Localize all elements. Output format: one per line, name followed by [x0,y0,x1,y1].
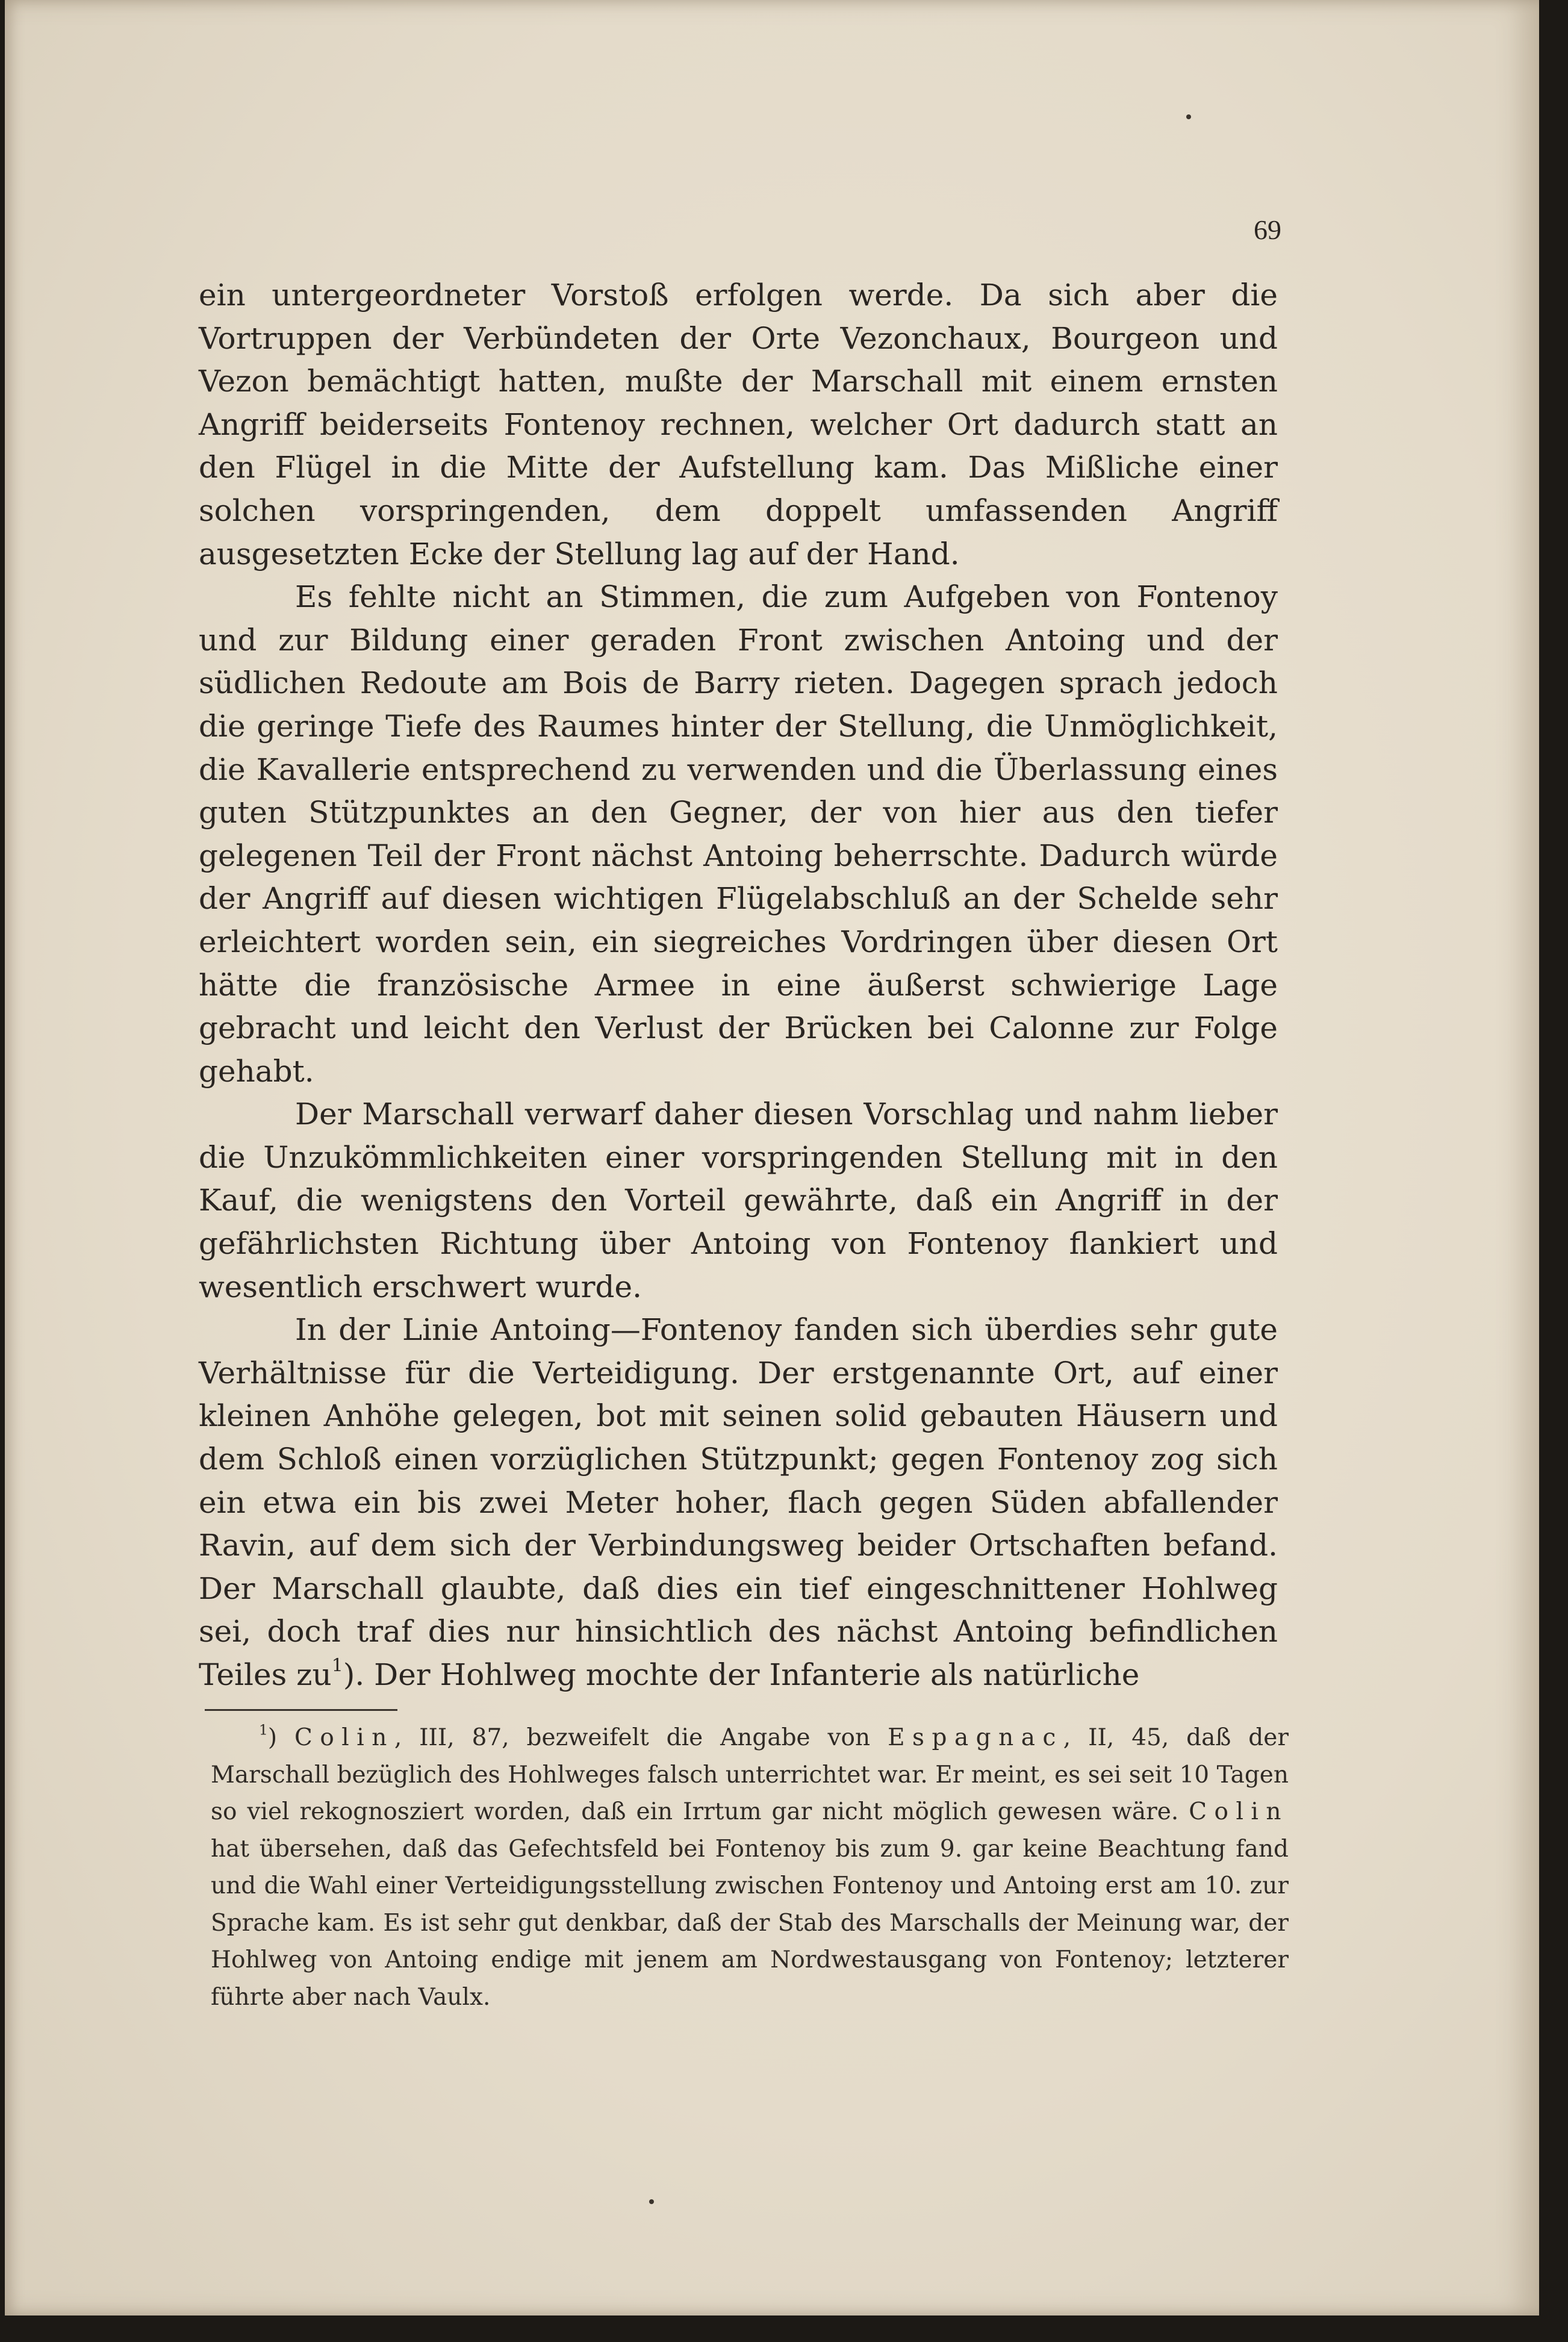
paper-speck [649,2199,654,2204]
paragraph: Der Marschall verwarf daher diesen Vorschlag und nahm lieber die Unzukömmlichkeiten einer vorspringenden Stellung mit in den Kauf, die wenigstens den Vorteil gewährte, daß ein Angriff in der gefährlichsten Richtung über Antoing von Fontenoy flankiert und wesentlich erschwert wurde. [199,1097,1278,1304]
footnote-text: , III, 87, bezweifelt die Angabe von [394,1724,888,1751]
footnote-text: hat übersehen, daß das Gefechtsfeld bei Fontenoy bis zum 9. gar keine Beachtung fand und die Wahl einer Verteidigungsstellung zwischen Fontenoy und Antoing erst am 10. zur Sprache kam. Es ist sehr gut denkbar, daß der Stab des Marschalls der Meinung war, der Hohlweg von Antoing endige mit jenem am Nordwestausgang von Fontenoy; letzterer führte aber nach Vaulx. [211,1835,1289,2011]
footnote-reference: 1 [331,1655,343,1677]
author-name: Colin [1189,1798,1289,1825]
page-number: 69 [1254,214,1281,245]
footnote [211,1719,1289,2016]
paragraph [199,1309,1278,1696]
paragraph-text: ). Der Hohlweg mochte der Infanterie als natürliche [343,1657,1140,1692]
main-text [199,274,1278,1697]
footnote-marker-suffix: ) [267,1724,278,1751]
paragraph: ein untergeordneter Vorstoß erfolgen werde. Da sich aber die Vortruppen der Verbündeten der Orte Vezonchaux, Bourgeon und Vezon bemächtigt hatten, mußte der Marschall mit einem ernsten Angriff beiderseits Fontenoy rechnen, welcher Ort dadurch statt an den Flügel in die Mitte der Aufstellung kam. Das Mißliche einer solchen vorspringenden, dem doppelt umfassenden Angriff ausgesetzten Ecke der Stellung lag auf der Hand. [199,278,1278,571]
paper-speck [1186,114,1191,119]
paragraph-text: In der Linie Antoing—Fontenoy fanden sich überdies sehr gute Verhältnisse für die Verteidigung. Der erstgenannte Ort, auf einer kleinen Anhöhe gelegen, bot mit seinen solid gebauten Häusern und dem Schloß einen vorzüglichen Stützpunkt; gegen Fontenoy zog sich ein etwa ein bis zwei Meter hoher, flach gegen Süden abfallender Ravin, auf dem sich der Verbindungsweg beider Ortschaften befand. Der Marschall glaubte, daß dies ein tief eingeschnittener Hohlweg sei, doch traf dies nur hinsichtlich des nächst Antoing befindlichen Teiles zu [199,1312,1278,1692]
author-name: Colin [294,1724,394,1751]
author-name: Espagnac [888,1724,1063,1751]
footnote-marker: 1 [259,1721,268,1739]
footnote-text: , II, 45, daß der Marschall bezüglich des Hohlweges falsch unterrichtet war. Er meint, es sei seit 10 Tagen so viel rekognosziert worden, daß ein Irrtum gar nicht möglich gewesen wäre. [211,1724,1289,1825]
paragraph: Es fehlte nicht an Stimmen, die zum Aufgeben von Fontenoy und zur Bildung einer geraden Front zwischen Antoing und der südlichen Redoute am Bois de Barry rieten. Dagegen sprach jedoch die geringe Tiefe des Raumes hinter der Stellung, die Unmöglichkeit, die Kavallerie entsprechend zu verwenden und die Überlassung eines guten Stützpunktes an den Gegner, der von hier aus den tiefer gelegenen Teil der Front nächst Antoing beherrschte. Dadurch würde der Angriff auf diesen wichtigen Flügelabschluß an der Schelde sehr erleichtert worden sein, ein siegreiches Vordringen über diesen Ort hätte die französische Armee in eine äußerst schwierige Lage gebracht und leicht den Verlust der Brücken bei Calonne zur Folge gehabt. [199,579,1278,1089]
footnotes [211,1719,1289,2016]
footnote-separator [205,1709,397,1711]
